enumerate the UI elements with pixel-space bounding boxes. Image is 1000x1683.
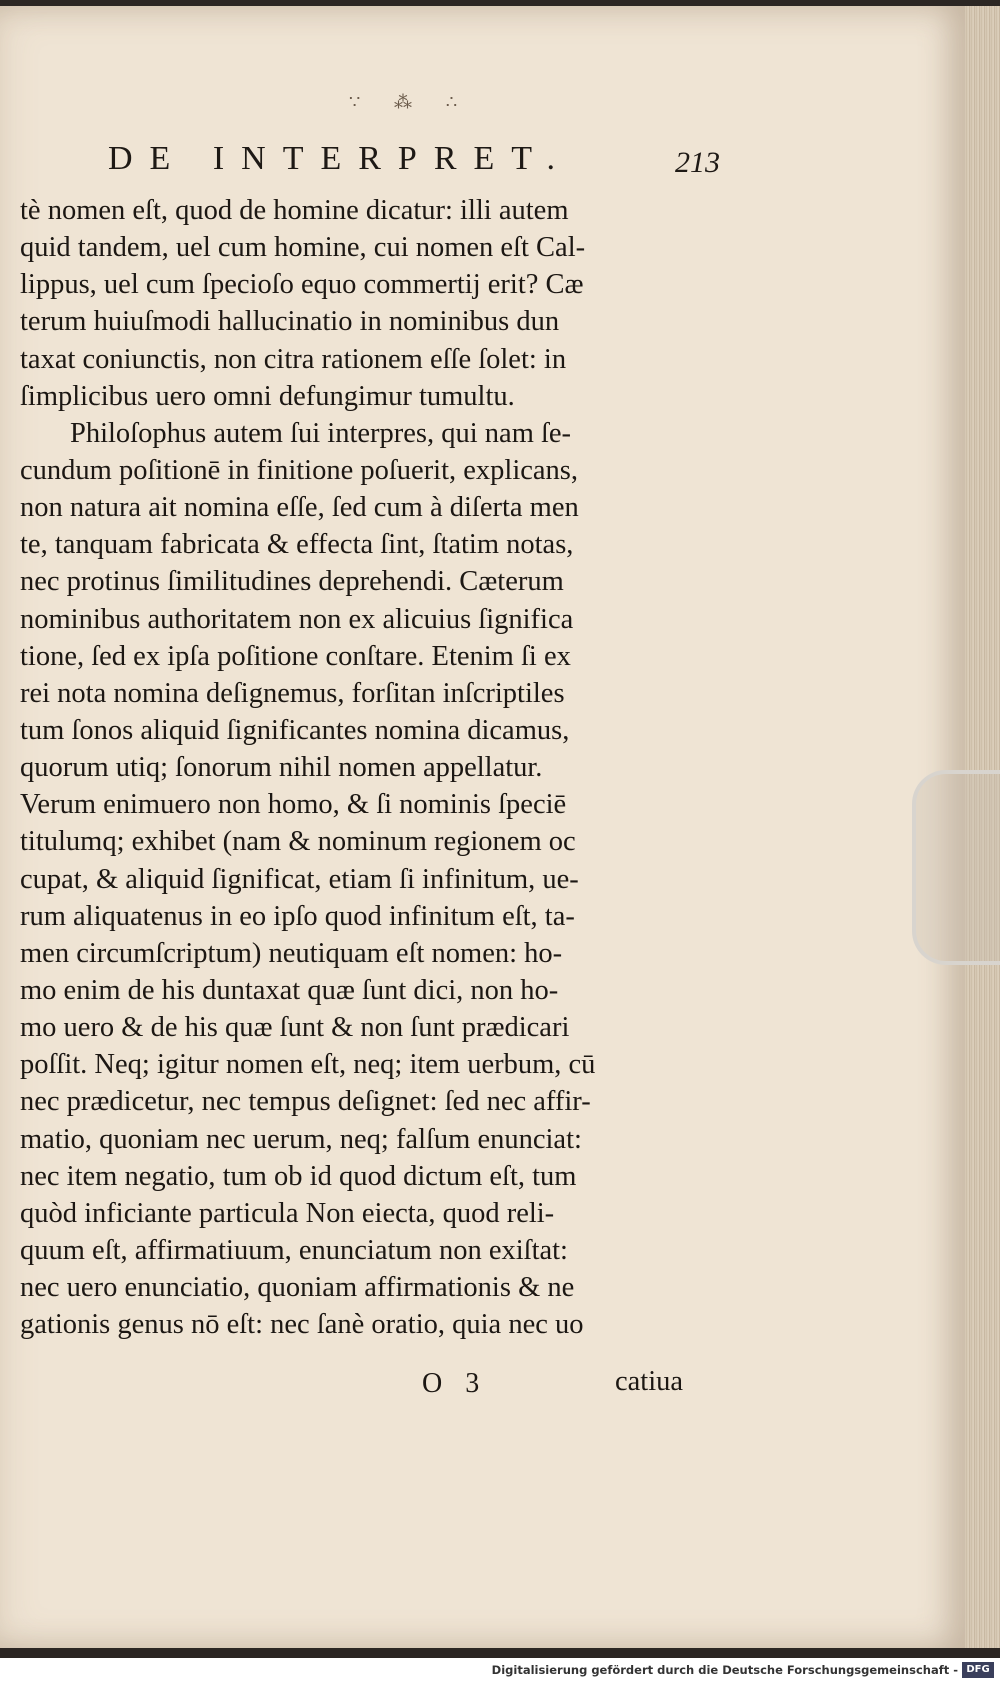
text-line: tum ſonos aliquid ſignificantes nomina dicamus, [20, 714, 570, 746]
text-line: men circumſcriptum) neutiquam eſt nomen: ho- [20, 937, 563, 969]
text-line: titulumq; exhibet (nam & nominum regionem oc [20, 826, 576, 858]
text-line: quorum utiq; ſonorum nihil nomen appellatur. [20, 752, 543, 784]
text-line: quòd inficiante particula Non eiecta, quod reli- [20, 1197, 555, 1229]
text-line: Philoſophus autem ſui interpres, qui nam ſe- [70, 417, 572, 449]
text-line: nec prædicetur, nec tempus deſignet: ſed nec affir- [20, 1086, 591, 1118]
text-line: terum huiuſmodi hallucinatio in nominibus dun [20, 306, 560, 338]
text-line: tione, ſed ex ipſa poſitione conſtare. Etenim ſi ex [20, 640, 571, 672]
text-line: nec item negatio, tum ob id quod dictum eſt, tum [20, 1160, 577, 1192]
text-line: mo uero & de his quæ ſunt & non ſunt prædicari [20, 1012, 570, 1044]
text-line: lippus, uel cum ſpecioſo equo commertij erit? Cæ [20, 269, 584, 301]
text-line: cupat, & aliquid ſignificat, etiam ſi infinitum, ue- [20, 863, 579, 895]
body-text [20, 192, 720, 1343]
text-line: ſimplicibus uero omni defungimur tumultu. [20, 380, 515, 412]
text-line: taxat coniunctis, non citra rationem eſſe ſolet: in [20, 343, 567, 375]
text-line: quum eſt, affirmatiuum, enunciatum non exiſtat: [20, 1234, 568, 1266]
text-line: Verum enimuero non homo, & ſi nominis ſpeciē [20, 789, 567, 821]
header-ornament: ∵ ⁂ ∴ [348, 92, 472, 113]
text-line: matio, quoniam nec uerum, neq; falſum enunciat: [20, 1123, 582, 1155]
catchword: catiua [615, 1366, 684, 1397]
text-line: mo enim de his duntaxat quæ ſunt dici, non ho- [20, 974, 559, 1006]
text-line: poſſit. Neq; igitur nomen eſt, neq; item uerbum, cū [20, 1049, 596, 1081]
footer-bar [0, 1658, 1000, 1683]
running-head: DE INTERPRET. [108, 140, 573, 177]
text-line: gationis genus nō eſt: nec ſanè oratio, quia nec uo [20, 1309, 584, 1341]
text-line: rum aliquatenus in eo ipſo quod infinitum eſt, ta- [20, 900, 575, 932]
signature-mark: O 3 [422, 1368, 488, 1399]
text-line: nec protinus ſimilitudines deprehendi. Cæterum [20, 566, 564, 598]
text-line: tè nomen eſt, quod de homine dicatur: illi autem [20, 195, 569, 226]
page-clip [912, 770, 1000, 965]
text-line: rei nota nomina deſignemus, forſitan inſcriptiles [20, 677, 565, 709]
dfg-logo: DFG [962, 1662, 994, 1678]
funding-credit: Digitalisierung gefördert durch die Deutsche Forschungsgemeinschaft - [491, 1663, 958, 1677]
text-line: te, tanquam fabricata & effecta ſint, ſtatim notas, [20, 529, 574, 561]
text-line: quid tandem, uel cum homine, cui nomen eſt Cal- [20, 232, 586, 264]
text-line: non natura ait nomina eſſe, ſed cum à diſerta men [20, 492, 579, 524]
text-line: cundum poſitionē in finitione poſuerit, explicans, [20, 454, 579, 486]
text-line: nec uero enunciatio, quoniam affirmationis & ne [20, 1272, 575, 1304]
page-number: 213 [675, 146, 720, 179]
text-line: nominibus authoritatem non ex alicuius ſignifica [20, 603, 574, 635]
